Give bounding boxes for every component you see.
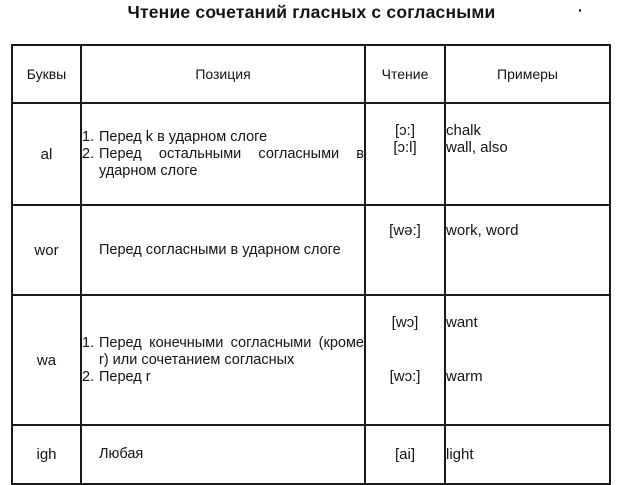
header-examples: Примеры: [445, 45, 610, 103]
example-word: light: [446, 446, 474, 463]
letters-cell: igh: [12, 425, 81, 484]
position-item: [82, 146, 364, 180]
position-text: Любая: [99, 446, 144, 462]
examples-cell: [445, 295, 610, 425]
position-cell: [81, 295, 365, 425]
examples-cell: [445, 425, 610, 484]
position-text: Перед согласными в ударном слоге: [99, 241, 341, 258]
header-reading: Чтение: [365, 45, 445, 103]
examples-cell: [445, 205, 610, 295]
reading-value: [ai]: [394, 446, 415, 463]
example-word: work, word: [446, 222, 519, 239]
reading-cell: [365, 103, 445, 205]
position-item: [82, 369, 364, 386]
position-cell: [81, 425, 365, 484]
examples-cell: [445, 103, 610, 205]
reading-value: [ɔ:l]: [393, 139, 417, 156]
reading-cell: [365, 205, 445, 295]
letters-cell: wa: [12, 295, 81, 425]
page-title: Чтение сочетаний гласных с согласными: [127, 2, 496, 22]
reading-cell: [365, 295, 445, 425]
table-row: [12, 103, 610, 205]
position-text: Перед r: [99, 368, 151, 385]
position-text: Перед остальными согласными в ударном слоге: [99, 145, 364, 179]
letters-cell: wor: [12, 205, 81, 295]
letters-cell: al: [12, 103, 81, 205]
table-row: [12, 295, 610, 425]
position-number: 2.: [82, 145, 95, 162]
example-word: warm: [446, 368, 483, 385]
example-word: wall, also: [446, 139, 508, 156]
position-number: 2.: [82, 368, 95, 385]
reading-value: [ɔ:]: [394, 122, 415, 139]
position-item: [82, 446, 364, 463]
position-cell: [81, 103, 365, 205]
header-position: Позиция: [81, 45, 365, 103]
table-row: [12, 425, 610, 484]
example-word: want: [446, 314, 478, 331]
table-header-row: [12, 45, 610, 103]
position-number: 1.: [82, 128, 95, 145]
print-speck: [579, 9, 581, 12]
position-text: Перед k в ударном слоге: [99, 128, 268, 145]
position-item: [82, 242, 364, 259]
position-text: Перед конечными согласными (кроме r) или сочетанием согласных: [99, 334, 364, 368]
header-letters: Буквы: [12, 45, 81, 103]
reading-value: [wɔ]: [391, 314, 419, 331]
reading-value: [wɔ:]: [389, 368, 421, 385]
position-item: [82, 335, 364, 369]
position-cell: [81, 205, 365, 295]
reading-value: [wə:]: [389, 222, 421, 239]
reading-cell: [365, 425, 445, 484]
position-number: 1.: [82, 334, 95, 351]
vowel-consonant-table: [11, 44, 611, 485]
table-row: [12, 205, 610, 295]
example-word: chalk: [446, 122, 482, 139]
position-item: [82, 129, 364, 146]
